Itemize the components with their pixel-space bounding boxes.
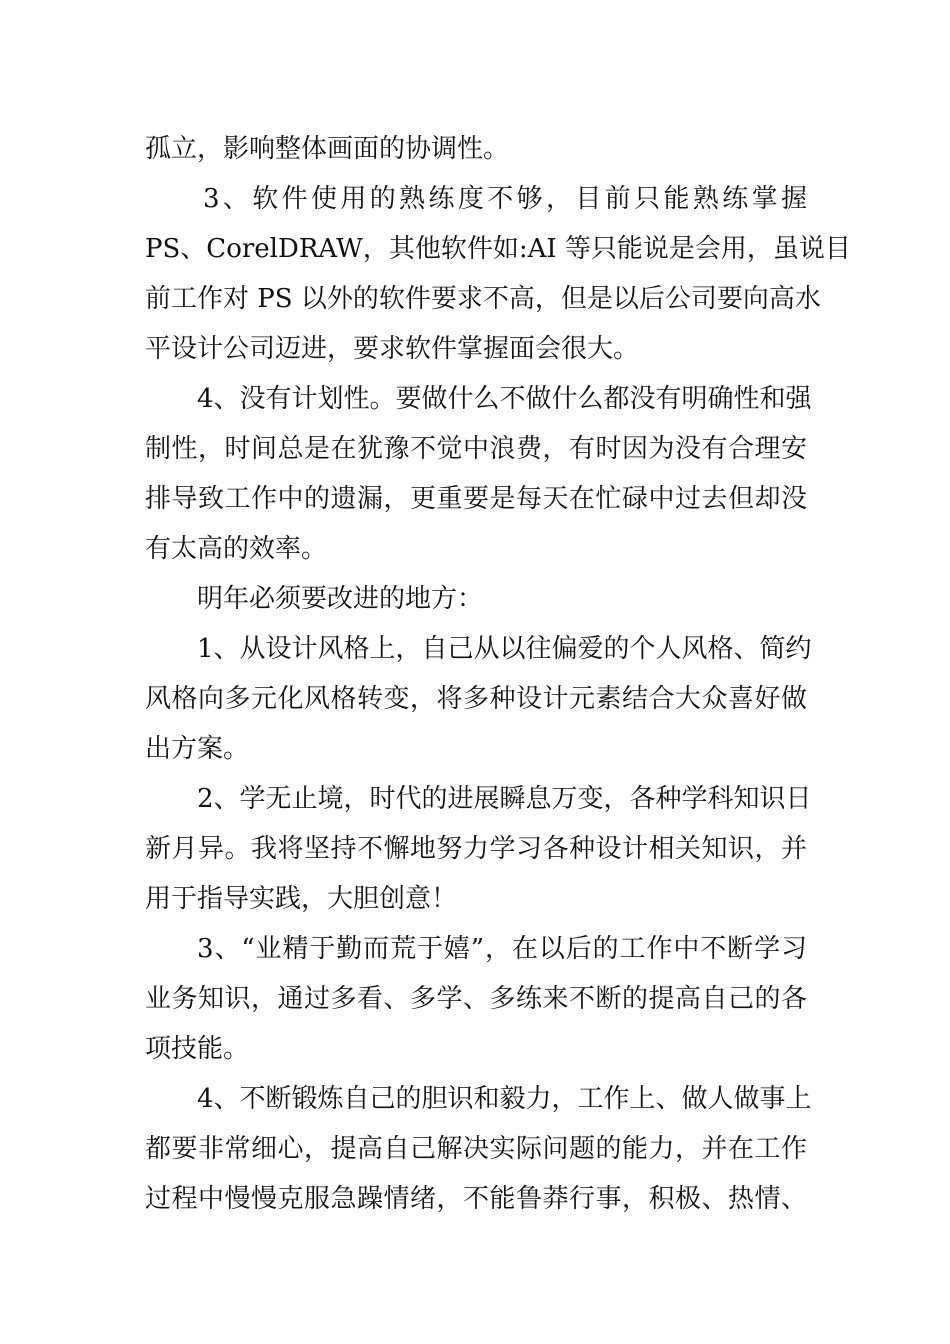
text-line: 过程中慢慢克服急躁情绪，不能鲁莽行事，积极、热情、: [145, 1184, 807, 1214]
text-line: 项技能。: [145, 1034, 250, 1064]
text-line: 都要非常细心，提高自己解决实际问题的能力，并在工作: [145, 1134, 807, 1164]
text-line: 前工作对 PS 以外的软件要求不高，但是以后公司要向高水: [145, 284, 821, 314]
text-line: 平设计公司迈进，要求软件掌握面会很大。: [145, 334, 640, 364]
text-line: 风格向多元化风格转变，将多种设计元素结合大众喜好做: [145, 684, 807, 714]
section-heading: 明年必须要改进的地方：: [197, 584, 484, 614]
text-line: 出方案。: [145, 734, 250, 764]
text-line: PS、CorelDRAW，其他软件如:AI 等只能说是会用，虽说目: [145, 234, 851, 264]
text-line: 3、软件使用的熟练度不够，目前只能熟练掌握: [203, 184, 807, 214]
text-line: 业务知识，通过多看、多学、多练来不断的提高自己的各: [145, 984, 807, 1014]
text-line: 新月异。我将坚持不懈地努力学习各种设计相关知识，并: [145, 834, 807, 864]
text-line: 孤立，影响整体画面的协调性。: [145, 134, 510, 164]
text-line: 排导致工作中的遗漏，更重要是每天在忙碌中过去但却没: [145, 484, 807, 514]
text-line: 4、不断锻炼自己的胆识和毅力，工作上、做人做事上: [197, 1084, 812, 1114]
text-line: 用于指导实践，大胆创意！: [145, 884, 458, 914]
text-line: 有太高的效率。: [145, 534, 328, 564]
text-line: 2、学无止境，时代的进展瞬息万变，各种学科知识日: [197, 784, 812, 814]
text-line: 1、从设计风格上，自己从以往偏爱的个人风格、简约: [197, 634, 812, 664]
text-line: 4、没有计划性。要做什么不做什么都没有明确性和强: [197, 384, 812, 414]
text-line: 3、“业精于勤而荒于嬉”，在以后的工作中不断学习: [197, 934, 807, 964]
text-line: 制性，时间总是在犹豫不觉中浪费，有时因为没有合理安: [145, 434, 807, 464]
